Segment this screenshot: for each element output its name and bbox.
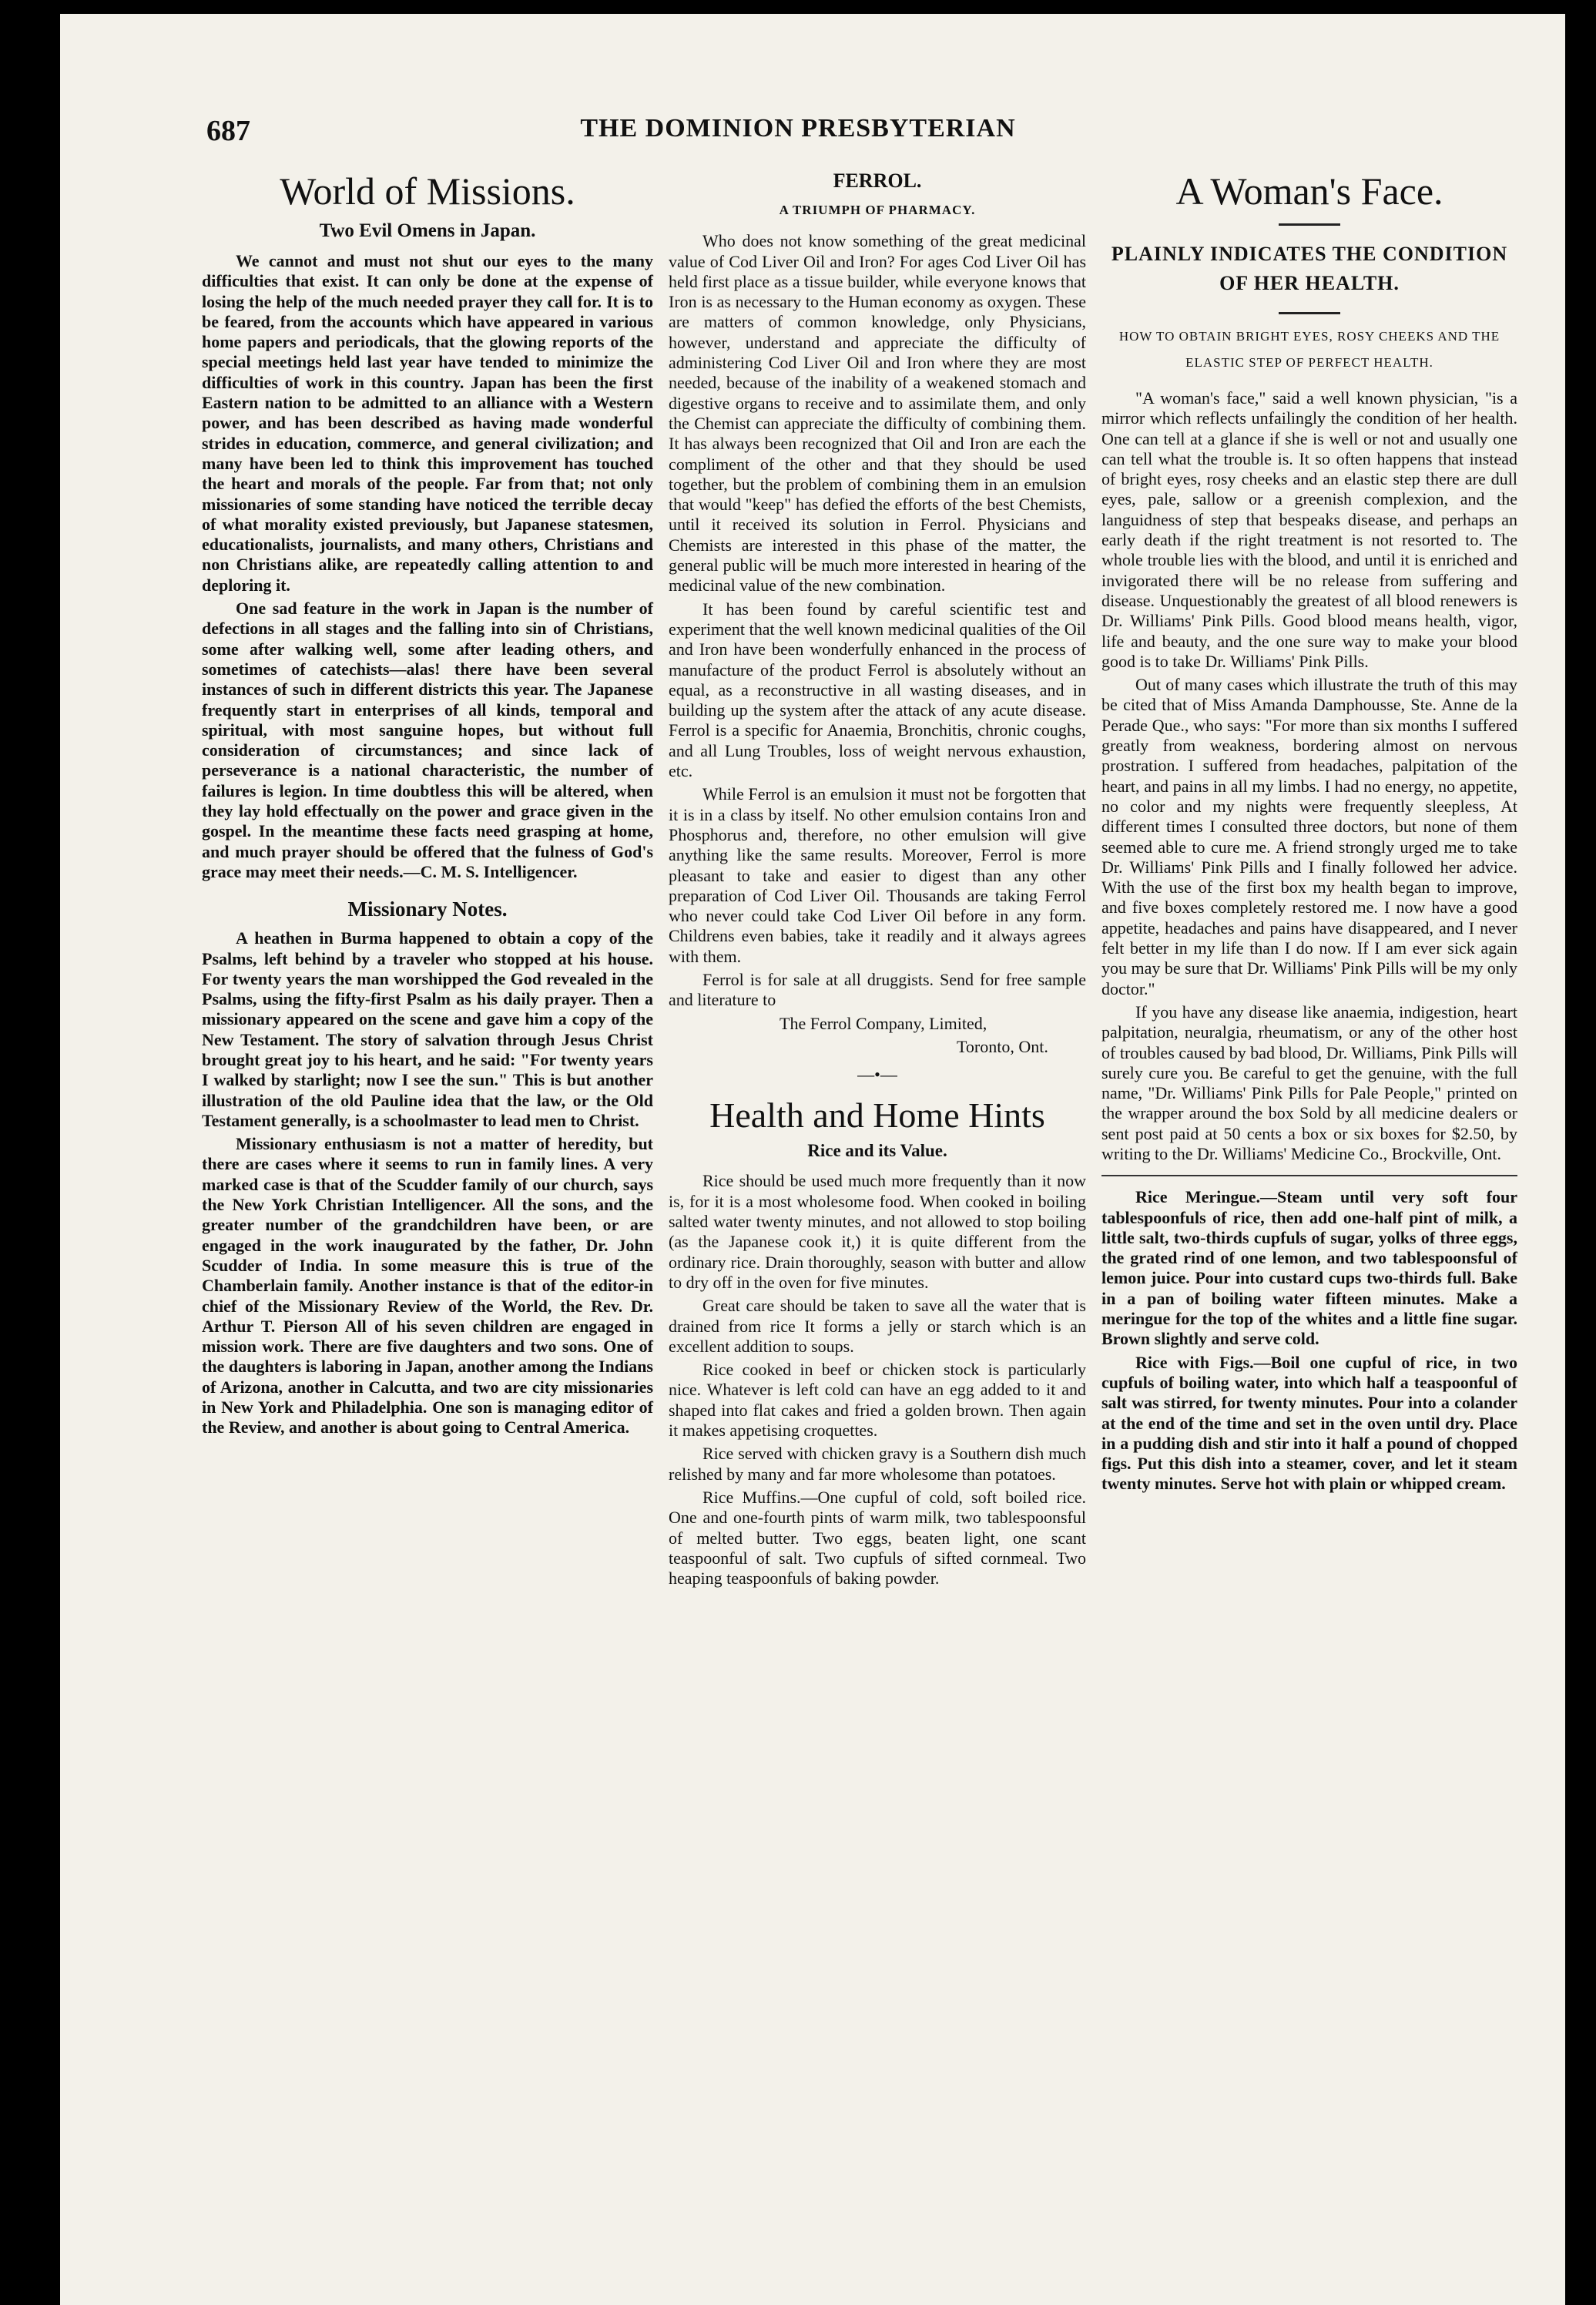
ad-paragraph: It has been found by careful scientific test and experiment that the well known medicinal qualities of the Oil and Iron have been wonderfully enhanced in the process of manufacture of the product Ferrol is absolutely without an equal, as a reconstructive in all wasting diseases, and in building up the system after the attack of any acute disease. Ferrol is a specific for Anaemia, Bronchitis, chronic coughs, and all Lung Troubles, loss of weight nervous exhaustion, etc. [669,599,1086,781]
ad-title: A Woman's Face. [1175,169,1443,213]
recipe-paragraph: Rice Meringue.—Steam until very soft four tablespoonfuls of rice, then add one-half pint of milk, a little salt, two-thirds cupfuls of sugar, yolks of three eggs, the grated rind of one lemon, and two tablespoonsful of lemon juice. Pour into custard cups two-thirds full. Bake in a pan of boiling water fifteen minutes. Make a meringue for the top of the whites and a little fine sugar. Brown slightly and serve cold. [1101,1187,1517,1349]
article-paragraph: One sad feature in the work in Japan is the number of defections in all stages and the falling into sin of Christians, some after walking well, some after leading others, and sometimes of catechists—alas! there have been several instances of such in different districts this year. The Japanese frequently start in enterprises of all kinds, temporal and spiritual, with most sanguine hopes, but without full consideration of circumstances; and since lack of perseverance is a national characteristic, the number of failures is legion. In time doubtless this will be altered, when they lay hold effectually on the power and grace given in the gospel. In the meantime these facts need grasping at home, and much prayer should be offered that the fulness of God's grace may meet their needs.—C. M. S. Intelligencer. [202,599,653,881]
divider [1279,223,1340,226]
health-title: Health and Home Hints [709,1095,1045,1136]
article-subtitle: Two Evil Omens in Japan. [319,220,536,241]
separator: —•— [857,1065,897,1085]
column-ferrol [669,168,1086,1589]
article-paragraph: Missionary enthusiasm is not a matter of heredity, but there are cases where it seems to run in family lines. A very marked case is that of the Scudder family of our church, says the New York Christian Intelligencer. All the sons, and the greater number of the grandchildren have been, or are engaged in the work inaugurated by the father, Dr. John Scudder of India. In some measure this is true of the Chamberlain family. Another instance is that of the editor-in chief of the Missionary Review of the World, the Rev. Dr. Arthur T. Pierson All of his seven children are engaged in mission work. There are five daughters and two sons. One of the daughters is laboring in Japan, another among the Indians of Arizona, another in Calcutta, and two are city missionaries in New York and Philadelphia. One son is managing editor of the Review, and another is about going to Central America. [202,1134,653,1438]
article-paragraph: A heathen in Burma happened to obtain a copy of the Psalms, left behind by a traveler who stopped at his house. For twenty years the man worshipped the God revealed in the Psalms, using the fifty-first Psalm as his daily prayer. Then a missionary appeared on the scene and gave him a copy of the New Testament. The story of salvation through Jesus Christ brought great joy to his heart, and he said: "For twenty years I walked by starlight; now I see the sun." This is but another illustration of the old Pauline idea that the law, or the Old Testament generally, is a schoolmaster to lead men to Christ. [202,928,653,1130]
ad-paragraph: If you have any disease like anaemia, indigestion, heart palpitation, neuralgia, rheumatism, or any of the other host of troubles caused by bad blood, Dr. Williams, Pink Pills will surely cure you. Be careful to get the genuine, with the full name, "Dr. Williams' Pink Pills for Pale People," printed on the wrapper around the box Sold by all medicine dealers or sent post paid at 50 cents a box or six boxes for $2.50, by writing to the Dr. Williams' Medicine Co., Brockville, Ont. [1101,1002,1517,1163]
health-paragraph: Rice cooked in beef or chicken stock is particularly nice. Whatever is left cold can have an egg added to it and shaped into flat cakes and fried a golden brown. Then again it makes appetising croquettes. [669,1360,1086,1441]
health-paragraph: Great care should be taken to save all the water that is drained from rice It forms a jelly or starch which is an excellent addition to soups. [669,1296,1086,1356]
health-paragraph: Rice Muffins.—One cupful of cold, soft boiled rice. One and one-fourth pints of warm milk, two tablespoonsful of melted butter. Two eggs, beaten light, one scant teaspoonful of salt. Two cupfuls of sifted cornmeal. Two heaping teaspoonfuls of baking powder. [669,1487,1086,1589]
article-paragraph: We cannot and must not shut our eyes to the many difficulties that exist. It can only be done at the expense of losing the help of the much needed prayer they call for. It is to be feared, from the accounts which have appeared in various home papers and periodicals, that the glowing reports of the special meetings held last year have tended to minimize the difficulties of work in this country. Japan has been the first Eastern nation to be admitted to an alliance with a Western power, and has been described as having made wonderful strides in education, commerce, and general civilization; and many have been led to think this improvement has touched the heart and morals of the people. Far from that; not only missionaries of some standing have noticed the terrible decay of what morality existed previously, but Japanese statesmen, educationalists, journalists, and many others, Christians and non Christians alike, are repeatedly calling attention to and deploring it. [202,251,653,595]
recipe-paragraph: Rice with Figs.—Boil one cupful of rice, in two cupfuls of boiling water, into which half a teaspoonful of salt was stirred, for twenty minutes. Pour into a colander at the end of the time and set in the oven until dry. Place in a pudding dish and stir into it half a pound of chopped figs. Put this dish into a steamer, cover, and let it steam twenty minutes. Serve hot with plain or whipped cream. [1101,1352,1517,1494]
health-paragraph: Rice should be used much more frequently than it now is, for it is a most wholesome food. When cooked in boiling salted water twenty minutes, and not allowed to stop boiling (as the Japanese cook it,) it is quite different from the ordinary rice. Drain thoroughly, season with butter and allow to dry off in the oven for five minutes. [669,1171,1086,1292]
ad-paragraph: Ferrol is for sale at all druggists. Send for free sample and literature to [669,969,1086,1010]
ad-address-line: The Ferrol Company, Limited, [780,1013,987,1033]
health-paragraph: Rice served with chicken gravy is a Southern dish much relished by many and far more wholesome than potatoes. [669,1444,1086,1484]
section-title: Missionary Notes. [347,898,508,921]
page-header-title: THE DOMINION PRESBYTERIAN [580,114,1016,143]
divider [1101,1175,1517,1176]
ad-headline: PLAINLY INDICATES THE CONDITION OF HER HEALTH. [1111,243,1508,294]
divider [1279,312,1340,314]
article-title: World of Missions. [280,169,575,213]
ad-title: FERROL. [833,169,922,192]
ad-subtitle: A TRIUMPH OF PHARMACY. [779,203,976,217]
column-world-of-missions [202,168,653,1438]
health-subtitle: Rice and its Value. [807,1141,947,1161]
ad-subheadline: HOW TO OBTAIN BRIGHT EYES, ROSY CHEEKS AND THE ELASTIC STEP OF PERFECT HEALTH. [1118,329,1500,370]
ad-paragraph: Who does not know something of the great medicinal value of Cod Liver Oil and Iron? For ages Cod Liver Oil has held first place as a tissue builder, while everyone knows that Iron is as necessary to the Human economy as oxygen. These are matters of common knowledge, only Physicians, however, understand and appreciate the difficulty of administering Cod Liver Oil and Iron where they are most needed, because of the inability of a weakened stomach and digestive organs to receive and to assimilate them, and only the Chemist can appreciate the difficulty of combining them. It has always been recognized that Oil and Iron are each the compliment of the other and that they should be used together, but the problem of combining them in an emulsion that would "keep" has defied the efforts of the best Chemists, until it received its solution in Ferrol. Physicians and Chemists are interested in this phase of the matter, the general public will be much more interested in hearing of the medicinal value of the new combination. [669,231,1086,596]
ad-paragraph: "A woman's face," said a well known physician, "is a mirror which reflects unfailingly the condition of her health. One can tell at a glance if she is well or not and usually one can tell what the trouble is. It so often happens that instead of bright eyes, rosy cheeks and an elastic step there are dull eyes, pale, sallow or a greenish complexion, and the languidness of step that bespeaks disease, and perhaps an early death if the right treatment is not resorted to. The whole trouble lies with the blood, and until it is enriched and invigorated there will be no release from suffering and disease. Unquestionably the greatest of all blood renewers is Dr. Williams' Pink Pills. Good blood means health, vigor, life and beauty, and the one sure way to make your blood good is to take Dr. Williams' Pink Pills. [1101,388,1517,671]
ad-paragraph: While Ferrol is an emulsion it must not be forgotten that it is in a class by itself. No other emulsion contains Iron and Phosphorus and, therefore, no other emulsion will give anything like the same results. Moreover, Ferrol is more pleasant to take and easier to digest than any other preparation of Cod Liver Oil. Thousands are taking Ferrol who never could take Cod Liver Oil before in any form. Childrens even babies, take it readily and it always agrees with them. [669,784,1086,966]
ad-paragraph: Out of many cases which illustrate the truth of this may be cited that of Miss Amanda Damphousse, Ste. Anne de la Perade Que., who says: "For more than six months I suffered greatly from weakness, bordering almost on nervous prostration. I suffered from headaches, palpitation of the heart, and pains in all my limbs. I had no energy, no appetite, no color and my nights were frequently sleepless, At different times I consulted three doctors, but none of them seemed able to cure me. A friend strongly urged me to take Dr. Williams' Pink Pills and I finally followed her advice. With the use of the first box my health began to improve, and five boxes completely restored me. I now have a good appetite, headaches and pains have disappeared, and I never felt better in my life than I do now. If I am ever sick again you may be sure that Dr. Williams' Pink Pills will be my only doctor." [1101,675,1517,998]
page-number: 687 [206,115,250,147]
ad-address-line: Toronto, Ont. [957,1036,1048,1056]
column-womans-face [1101,168,1517,1495]
